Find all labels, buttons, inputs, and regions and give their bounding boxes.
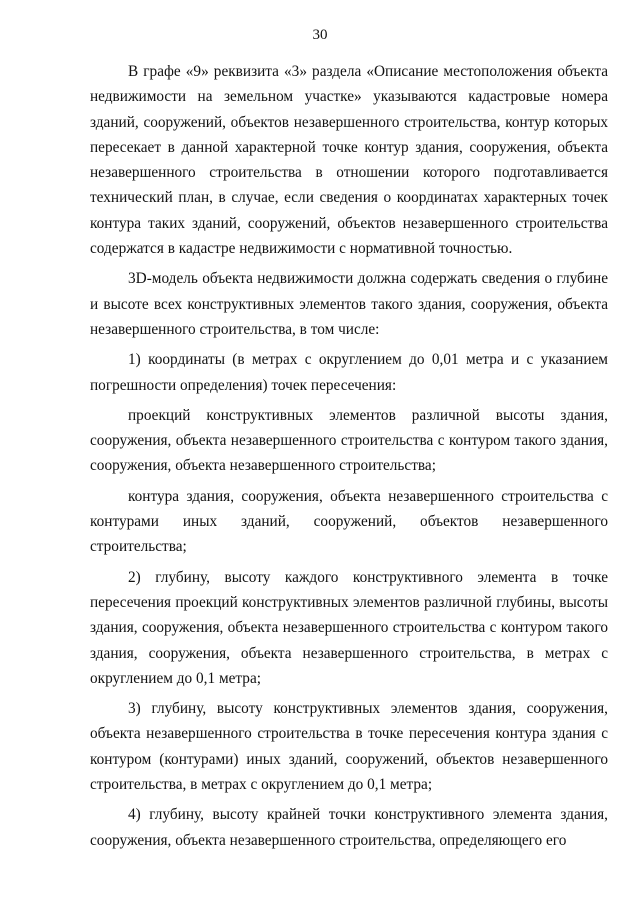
- document-body: [90, 59, 608, 858]
- paragraph-item-1-projections: проекций конструктивных элементов различной высоты здания, сооружения, объекта незавершенного строительства с контуром такого здания, сооружения, объекта незавершенного строительства;: [90, 406, 608, 475]
- page-number: 30: [312, 27, 328, 43]
- paragraph-item-1-coordinates: 1) координаты (в метрах с округлением до 0,01 метра и с указанием погрешности определения) точек пересечения:: [90, 351, 608, 394]
- paragraph-graph-9-description: В графе «9» реквизита «3» раздела «Описание местоположения объекта недвижимости на земельном участке» указываются кадастровые номера зданий, сооружений, объектов незавершенного строительства, контур которых пересекает в данной характерной точке контур здания, сооружения, объекта незавершенного строительства в отношении которого подготавливается технический план, в случае, если сведения о координатах характерных точек контура таких зданий, сооружений, объектов незавершенного строительства содержатся в кадастре недвижимости с нормативной точностью.: [90, 63, 608, 258]
- paragraph-item-4-extreme-point: 4) глубину, высоту крайней точки конструктивного элемента здания, сооружения, объекта незавершенного строительства, определяющего его: [90, 806, 608, 849]
- paragraph-item-1-contours: контура здания, сооружения, объекта незавершенного строительства с контурами иных зданий, сооружений, объектов незавершенного строительства;: [90, 487, 608, 556]
- paragraph-item-3-depth-height: 3) глубину, высоту конструктивных элементов здания, сооружения, объекта незавершенного строительства в точке пересечения контура здания с контуром (контурами) иных зданий, сооружений, объектов незавершенного строительства, в метрах с округлением до 0,1 метра;: [90, 700, 608, 794]
- paragraph-3d-model-intro: 3D-модель объекта недвижимости должна содержать сведения о глубине и высоте всех конструктивных элементов такого здания, сооружения, объекта незавершенного строительства, в том числе:: [90, 270, 608, 338]
- paragraph-item-2-depth-height: 2) глубину, высоту каждого конструктивного элемента в точке пересечения проекций конструктивных элементов различной глубины, высоты здания, сооружения, объекта незавершенного строительства с контуром такого здания, сооружения, объекта незавершенного строительства, в метрах с округлением до 0,1 метра;: [90, 568, 608, 687]
